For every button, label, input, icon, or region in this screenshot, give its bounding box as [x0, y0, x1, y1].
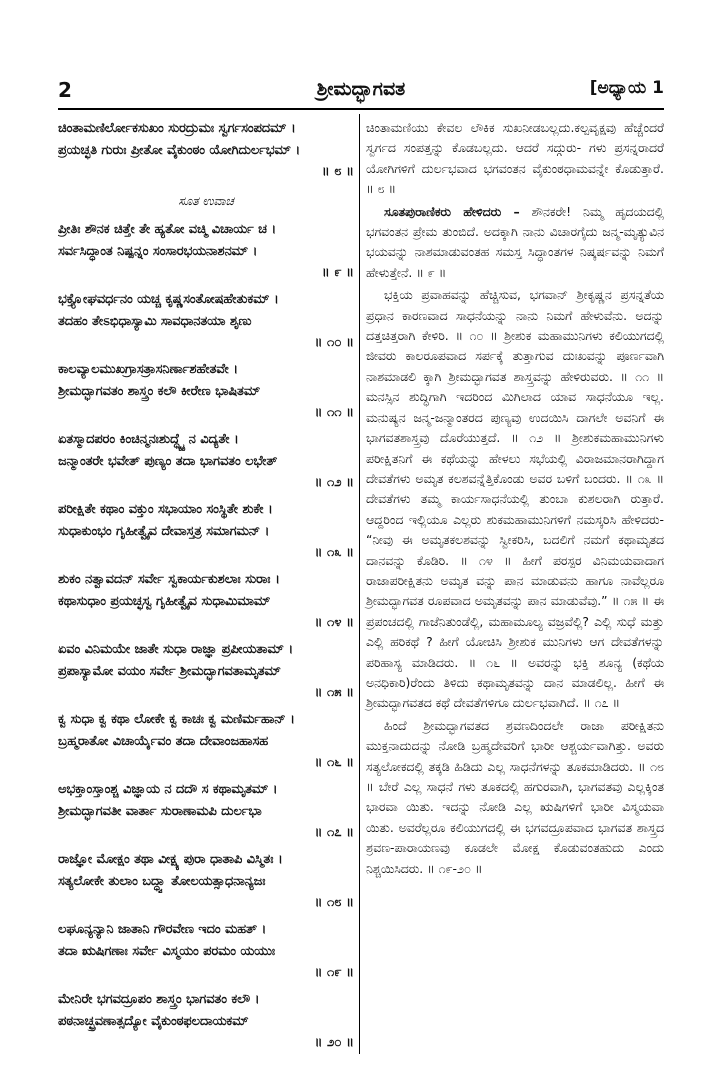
- verse-line: ಪ್ರಯಚ್ಛತಿ ಗುರುಃ ಪ್ರೀತೋ ವೈಕುಂಠಂ ಯೋಗಿದುರ್ಲಭಮ್ ।: [58, 143, 301, 158]
- verse-number: ॥ ೨೦ ॥: [314, 1035, 354, 1050]
- translation-paragraph: [366, 202, 664, 284]
- page-number: 2: [58, 78, 72, 102]
- sanskrit-column: [58, 118, 354, 1059]
- verse-line: ಏವಂ ವಿನಿಮಯೇ ಜಾತೇ ಸುಧಾ ರಾಜ್ಞಾ ಪ್ರಪೀಯತಾಮ್ ।: [58, 642, 294, 657]
- verse-number: ॥ ೧೧ ॥: [314, 405, 354, 420]
- verse-line: ಪ್ರಪಾಸ್ಯಾಮೋ ವಯಂ ಸರ್ವೇ ಶ್ರೀಮದ್ಭಾಗವತಾಮೃತಮ್: [58, 664, 281, 679]
- running-title: ಶ್ರೀಮದ್ಭಾಗವತ: [316, 78, 406, 100]
- translation-paragraph: ಭಕ್ತಿಯ ಪ್ರವಾಹವನ್ನು ಹೆಚ್ಚಿಸುವ, ಭಗವಾನ್ ಶ್ರೀಕೃಷ್ಣನ ಪ್ರಸನ್ನತೆಯ ಪ್ರಧಾನ ಕಾರಣವಾದ ಸಾಧನೆಯನ್ನು ನಾನು ನಿಮಗೆ ಹೇಳುವೆನು. ಅದನ್ನು ದತ್ತಚಿತ್ತರಾಗಿ ಕೇಳಿರಿ. ॥ ೧೦ ॥ ಶ್ರೀಶುಕ ಮಹಾಮುನಿಗಳು ಕಲಿಯುಗದಲ್ಲಿ ಜೀವರು ಕಾಲರೂಪವಾದ ಸರ್ಪಕ್ಕೆ ತುತ್ತಾಗುವ ದುಃಖವನ್ನು ಪೂರ್ಣವಾಗಿ ನಾಶಮಾಡಲಿ ಕ್ಕಾಗಿ ಶ್ರೀಮದ್ಭಾಗವತ ಶಾಸ್ತ್ರವನ್ನು ಹೇಳಿರುವರು. ॥ ೧೧ ॥ ಮನಸ್ಸಿನ ಶುದ್ಧಿಗಾಗಿ ಇದರಿಂದ ಮಿಗಿಲಾದ ಯಾವ ಸಾಧನೆಯೂ ಇಲ್ಲ. ಮನುಷ್ಯನ ಜನ್ಮ-ಜನ್ಮಾಂತರದ ಪುಣ್ಯವು ಉದಯಿಸಿ ದಾಗಲೇ ಅವನಿಗೆ ಈ ಭಾಗವತಶಾಸ್ತ್ರವು ದೊರೆಯುತ್ತದೆ. ॥ ೧೨ ॥ ಶ್ರೀಶುಕಮಹಾಮುನಿಗಳು ಪರೀಕ್ಷಿತನಿಗೆ ಈ ಕಥೆಯನ್ನು ಹೇಳಲು ಸಭೆಯಲ್ಲಿ ವಿರಾಜಮಾನರಾಗಿದ್ದಾಗ ದೇವತೆಗಳು ಅಮೃತ ಕಲಶವನ್ನೆತ್ತಿಕೊಂಡು ಅವರ ಬಳಿಗೆ ಬಂದರು. ॥ ೧೩ ॥ ದೇವತೆಗಳು ತಮ್ಮ ಕಾರ್ಯಸಾಧನೆಯಲ್ಲಿ ತುಂಬಾ ಕುಶಲರಾಗಿ ರುತ್ತಾರೆ. ಆದ್ದರಿಂದ ಇಲ್ಲಿಯೂ ಎಲ್ಲರು ಶುಕಮಹಾಮುನಿಗಳಿಗೆ ನಮಸ್ಕರಿಸಿ ಹೇಳಿದರು- “ನೀವು ಈ ಅಮೃತಕಲಶವನ್ನು ಸ್ವೀಕರಿಸಿ, ಬದಲಿಗೆ ನಮಗೆ ಕಥಾಮೃತದ ದಾನವನ್ನು ಕೊಡಿರಿ. ॥ ೧೪ ॥ ಹೀಗೆ ಪರಸ್ಪರ ವಿನಿಮಯವಾದಾಗ ರಾಜಾಪರೀಕ್ಷಿತನು ಅಮೃತ ವನ್ನು ಪಾನ ಮಾಡುವನು ಹಾಗೂ ನಾವೆಲ್ಲರೂ ಶ್ರೀಮದ್ಭಾಗವತ ರೂಪವಾದ ಅಮೃತವನ್ನು ಪಾನ ಮಾಡುವೆವು.” ॥ ೧೫ ॥ ಈ ಪ್ರಪಂಚದಲ್ಲಿ ಗಾಜೆನಿತುಂಡೆಲ್ಲಿ, ಮಹಾಮೂಲ್ಯ ವಜ್ರವೆಲ್ಲಿ? ಎಲ್ಲಿ ಸುಧೆ ಮತ್ತು ಎಲ್ಲಿ ಹರಿಕಥೆ ? ಹೀಗೆ ಯೋಚಿಸಿ ಶ್ರೀಶುಕ ಮುನಿಗಳು ಆಗ ದೇವತೆಗಳನ್ನು ಪರಿಹಾಸ್ಯ ಮಾಡಿದರು. ॥ ೧೬ ॥ ಅವರನ್ನು ಭಕ್ತಿ ಶೂನ್ಯ (ಕಥೆಯ ಅನಧಿಕಾರಿ)ರೆಂದು ತಿಳಿದು ಕಥಾಮೃತವನ್ನು ದಾನ ಮಾಡಲಿಲ್ಲ. ಹೀಗೆ ಈ ಶ್ರೀಮದ್ಭಾಗವತದ ಕಥೆ ದೇವತೆಗಳಿಗೂ ದುರ್ಲಭವಾಗಿದೆ. ॥ ೧೭ ॥: [366, 287, 664, 711]
- verse: [58, 569, 354, 633]
- verse-line: ಶ್ರೀಮದ್ಭಾಗವತಂ ಶಾಸ್ತ್ರಂ ಕಲೌ ಕೀರೇಣ ಭಾಷಿತಮ್: [58, 384, 261, 399]
- translation-paragraph: ಹಿಂದೆ ಶ್ರೀಮದ್ಭಾಗವತದ ಶ್ರವಣದಿಂದಲೇ ರಾಜಾ ಪರೀಕ್ಷಿತನು ಮುಕ್ತನಾದುದನ್ನು ನೋಡಿ ಬ್ರಹ್ಮದೇವರಿಗೆ ಭಾರೀ ಆಶ್ಚರ್ಯವಾಗಿತ್ತು. ಅವರು ಸತ್ಯಲೋಕದಲ್ಲಿ ತಕ್ಕಡಿ ಹಿಡಿದು ಎಲ್ಲ ಸಾಧನೆಗಳನ್ನು ತೂಕಮಾಡಿದರು. ॥ ೧೮ ॥ ಬೇರೆ ಎಲ್ಲ ಸಾಧನೆ ಗಳು ತೂಕದಲ್ಲಿ ಹಗುರವಾಗಿ, ಭಾಗವತವು ಎಲ್ಲಕ್ಕಿಂತ ಭಾರವಾ ಯಿತು. ಇದನ್ನು ನೋಡಿ ಎಲ್ಲ ಋಷಿಗಳಿಗೆ ಭಾರೀ ವಿಸ್ಮಯವಾ ಯಿತು. ಅವರೆಲ್ಲರೂ ಕಲಿಯುಗದಲ್ಲಿ ಈ ಭಗವದ್ರೂಪವಾದ ಭಾಗವತ ಶಾಸ್ತ್ರದ ಶ್ರವಣ-ಪಾರಾಯಣವು ಕೂಡಲೇ ಮೋಕ್ಷ ಕೊಡುವಂತಹುದು ಎಂದು ನಿಶ್ಚಯಿಸಿದರು. ॥ ೧೯-೨೦ ॥: [366, 717, 664, 876]
- verse-line: ಸುಧಾಕುಂಭಂ ಗೃಹೀತ್ವೈವ ದೇವಾಸ್ತತ್ರ ಸಮಾಗಮನ್ ।: [58, 524, 270, 539]
- verse-line: ಪರೀಕ್ಷಿತೇ ಕಥಾಂ ವಕ್ತುಂ ಸಭಾಯಾಂ ಸಂಸ್ಥಿತೇ ಶುಕೇ ।: [58, 502, 273, 517]
- verse-line: ತದಾ ಋಷಿಗಣಾಃ ಸರ್ವೇ ವಿಸ್ಮಯಂ ಪರಮಂ ಯಯುಃ: [58, 944, 276, 959]
- verse-line: ಕ್ವ ಸುಧಾ ಕ್ವ ಕಥಾ ಲೋಕೇ ಕ್ವ ಕಾಚಃ ಕ್ವ ಮಣಿರ್ಮಹಾನ್ ।: [58, 712, 295, 727]
- verse-line: ಶ್ರೀಮದ್ಭಾಗವತೀ ವಾರ್ತಾ ಸುರಾಣಾಮಪಿ ದುರ್ಲಭಾ: [58, 804, 262, 819]
- verse-number: ॥ ೧೯ ॥: [314, 965, 354, 980]
- verse-line: ಬ್ರಹ್ಮರಾತೋ ವಿಚಾರ್ಯೈವಂ ತದಾ ದೇವಾಂಜಹಾಸಹ: [58, 734, 269, 749]
- verse: [58, 639, 354, 703]
- verse-number: ॥ ೯ ॥: [321, 265, 354, 280]
- verse-number: ॥ ೧೪ ॥: [314, 615, 354, 630]
- translation-paragraph: ಚಿಂತಾಮಣಿಯು ಕೇವಲ ಲೌಕಿಕ ಸುಖನೀಡಬಲ್ಲದು.ಕಲ್ಪವೃಕ್ಷವು ಹೆಚ್ಚೆಂದರೆ ಸ್ವರ್ಗದ ಸಂಪತ್ತನ್ನು ಕೊಡಬಲ್ಲದು. ಆದರೆ ಸದ್ಗುರು- ಗಳು ಪ್ರಸನ್ನರಾದರೆ ಯೋಗಿಗಳಿಗೆ ದುರ್ಲಭವಾದ ಭಗವಂತನ ವೈಕುಂಠಧಾಮವನ್ನೇ ಕೊಡುತ್ತಾರೆ. ॥ ೮ ॥: [366, 120, 664, 197]
- speaker-heading: ಸೂತ ಉವಾಚ: [178, 194, 234, 208]
- header-rule: [58, 108, 664, 110]
- chapter-label: [ಅಧ್ಯಾಯ 1: [589, 78, 664, 98]
- verse-line: ತದಹಂ ತೇಽಭಿಧಾಸ್ಯಾಮಿ ಸಾವಧಾನತಯಾ ಶೃಣು: [58, 314, 252, 329]
- verse: [58, 709, 354, 773]
- verse-line: ಕಥಾಸುಧಾಂ ಪ್ರಯಚ್ಛಸ್ವ ಗೃಹೀತ್ವೈವ ಸುಧಾಮಿಮಾಮ್: [58, 594, 271, 609]
- verse-number: ॥ ೧೫ ॥: [314, 685, 354, 700]
- verse-line: ಪಠನಾಚ್ಛ್ರವಣಾತ್ಸದ್ಯೋ ವೈಕುಂಠಫಲದಾಯಕಮ್: [58, 1014, 249, 1029]
- verse-line: ಸತ್ಯಲೋಕೇ ತುಲಾಂ ಬದ್ಧ್ವಾ ತೋಲಯತ್ಸಾಧನಾನ್ಯಜಃ: [58, 874, 266, 889]
- column-divider: [359, 114, 360, 1054]
- verse-line: ಸರ್ವಸಿದ್ಧಾಂತ ನಿಷ್ಪನ್ನಂ ಸಂಸಾರಭಯನಾಶನಮ್ ।: [58, 244, 258, 259]
- verse-line: ಜನ್ಮಾಂತರೇ ಭವೇತ್ ಪುಣ್ಯಂ ತದಾ ಭಾಗವತಂ ಲಭೇತ್: [58, 454, 278, 469]
- verse-line: ಚಿಂತಾಮಣಿರ್ಲೋಕಸುಖಂ ಸುರದ್ರುಮಃ ಸ್ವರ್ಗಸಂಪದಮ್ ।: [58, 121, 296, 136]
- verse: [58, 289, 354, 353]
- verse: [58, 989, 354, 1053]
- paragraph-text: ಶೌನಕರೇ! ನಿಮ್ಮ ಹೃದಯದಲ್ಲಿ ಭಗವಂತನ ಪ್ರೇಮ ತುಂಬಿದೆ. ಅದಕ್ಕಾಗಿ ನಾನು ವಿಚಾರಗೈದು ಜನ್ಮ-ಮೃತ್ಯುವಿನ ಭಯವನ್ನು ನಾಶಮಾಡುವಂತಹ ಸಮಸ್ತ ಸಿದ್ಧಾಂತಗಳ ನಿಷ್ಕರ್ಷವನ್ನು ನಿಮಗೆ ಹೇಳುತ್ತೇನೆ. ॥ ೯ ॥: [366, 203, 664, 280]
- verse-number: ॥ ೧೮ ॥: [314, 895, 354, 910]
- verse-line: ಪ್ರೀತಿಃ ಶೌನಕ ಚಿತ್ತೇ ತೇ ಹ್ಯತೋ ವಚ್ಮಿ ವಿಚಾರ್ಯ ಚ ।: [58, 222, 277, 237]
- verse: [58, 919, 354, 983]
- verse: [58, 499, 354, 563]
- verse-line: ರಾಜ್ಞೋ ಮೋಕ್ಷಂ ತಥಾ ವೀಕ್ಷ್ಯ ಪುರಾ ಧಾತಾಪಿ ವಿಸ್ಮಿತಃ ।: [58, 852, 283, 867]
- verse-line: ಏತಸ್ಮಾದಪರಂ ಕಿಂಚಿನ್ಮನಃಶುದ್ಧ್ಯೈ ನ ವಿದ್ಯತೇ ।: [58, 432, 239, 447]
- verse: [58, 219, 354, 283]
- verse: [58, 118, 354, 182]
- verse: [58, 849, 354, 913]
- verse: [58, 779, 354, 843]
- verse-line: ಮೇನಿರೇ ಭಗವದ್ರೂಪಂ ಶಾಸ್ತ್ರಂ ಭಾಗವತಂ ಕಲೌ ।: [58, 992, 260, 1007]
- verse-line: ಅಭಕ್ತಾಂಸ್ತಾಂಶ್ಚ ವಿಜ್ಞಾಯ ನ ದದೌ ಸ ಕಥಾಮೃತಮ್ ।: [58, 782, 278, 797]
- verse-line: ಭಕ್ತ್ಯೋಘವರ್ಧನಂ ಯಚ್ಚ ಕೃಷ್ಣಸಂತೋಷಹೇತುಕಮ್ ।: [58, 292, 279, 307]
- page-header: [58, 78, 664, 106]
- translation-column: [366, 118, 664, 881]
- verse-number: ॥ ೮ ॥: [321, 164, 354, 179]
- verse: [58, 359, 354, 423]
- verse-number: ॥ ೧೬ ॥: [314, 755, 354, 770]
- verse-number: ॥ ೧೨ ॥: [314, 475, 354, 490]
- verse-number: ॥ ೧೦ ॥: [314, 335, 354, 350]
- verse: [58, 429, 354, 493]
- verse-number: ॥ ೧೭ ॥: [314, 825, 354, 840]
- speaker-lead: ಸೂತಪುರಾಣಿಕರು ಹೇಳಿದರು –: [384, 203, 520, 219]
- verse-number: ॥ ೧೩ ॥: [314, 545, 354, 560]
- verse-line: ಲಘೂನ್ಯನ್ಯಾನಿ ಜಾತಾನಿ ಗೌರವೇಣ ಇದಂ ಮಹತ್ ।: [58, 922, 267, 937]
- verse-line: ಶುಕಂ ನತ್ವಾವದನ್ ಸರ್ವೇ ಸ್ವಕಾರ್ಯಕುಶಲಾಃ ಸುರಾಃ ।: [58, 572, 280, 587]
- verse-line: ಕಾಲವ್ಯಾಲಮುಖಗ್ರಾಸತ್ರಾಸನಿರ್ಣಾಶಹೇತವೇ ।: [58, 362, 239, 377]
